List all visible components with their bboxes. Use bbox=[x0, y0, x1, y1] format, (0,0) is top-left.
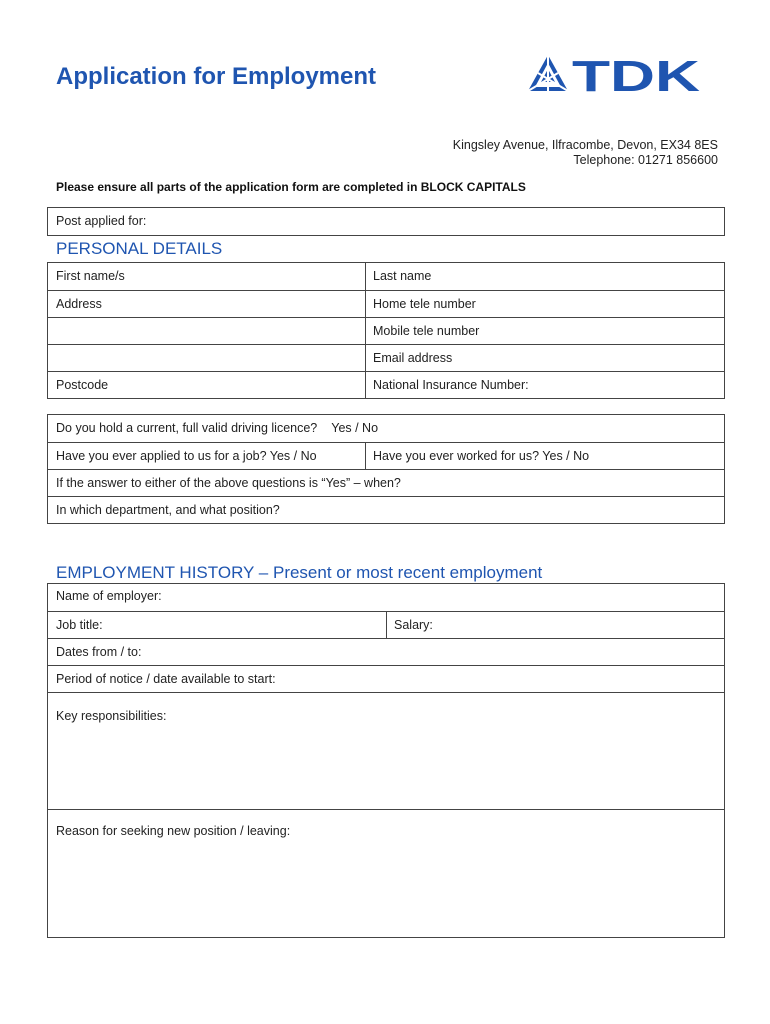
table-row bbox=[48, 344, 724, 371]
table-row bbox=[48, 584, 724, 611]
post-applied-label: Post applied for: bbox=[56, 214, 147, 228]
worked-before-question[interactable]: Have you ever worked for us? Yes / No bbox=[373, 449, 590, 463]
post-applied-row[interactable] bbox=[48, 208, 724, 235]
telephone-line: Telephone: 01271 856600 bbox=[573, 153, 718, 167]
job-title-field[interactable]: Job title: bbox=[48, 612, 387, 638]
responsibilities-field[interactable]: Key responsibilities: bbox=[56, 709, 167, 723]
tdk-logo-text: TDK bbox=[572, 53, 701, 98]
personal-details-heading: PERSONAL DETAILS bbox=[56, 239, 223, 258]
email-field[interactable]: Email address bbox=[373, 351, 453, 365]
postcode-field[interactable]: Postcode bbox=[48, 372, 366, 398]
post-applied-box bbox=[47, 207, 725, 236]
last-name-field[interactable]: Last name bbox=[373, 269, 432, 283]
reason-field[interactable]: Reason for seeking new position / leaving: bbox=[56, 824, 291, 838]
employment-history-table bbox=[47, 583, 725, 938]
table-row bbox=[48, 371, 724, 398]
table-row bbox=[48, 317, 724, 344]
table-row bbox=[48, 692, 724, 809]
table-row bbox=[48, 290, 724, 317]
table-row bbox=[48, 638, 724, 665]
notice-field[interactable]: Period of notice / date available to start: bbox=[56, 672, 276, 686]
tdk-logo bbox=[524, 53, 704, 98]
tdk-logo-icon bbox=[528, 55, 568, 91]
department-question[interactable]: In which department, and what position? bbox=[56, 503, 280, 517]
employer-field[interactable]: Name of employer: bbox=[56, 589, 162, 603]
address-line-3-field[interactable] bbox=[48, 345, 366, 371]
when-question[interactable]: If the answer to either of the above questions is “Yes” – when? bbox=[56, 476, 401, 490]
personal-details-table bbox=[47, 262, 725, 399]
address-field[interactable]: Address bbox=[48, 291, 366, 317]
home-tel-field[interactable]: Home tele number bbox=[373, 297, 476, 311]
first-name-field[interactable]: First name/s bbox=[48, 263, 366, 290]
ni-number-field[interactable]: National Insurance Number: bbox=[373, 378, 529, 392]
form-title: Application for Employment bbox=[56, 63, 377, 90]
table-row bbox=[48, 263, 724, 290]
address-line: Kingsley Avenue, Ilfracombe, Devon, EX34 8ES bbox=[452, 138, 718, 152]
driving-licence-question[interactable] bbox=[48, 415, 724, 442]
table-row bbox=[48, 809, 724, 937]
applied-before-question[interactable]: Have you ever applied to us for a job? Yes / No bbox=[48, 443, 366, 469]
instruction-text: Please ensure all parts of the application form are completed in BLOCK CAPITALS bbox=[56, 180, 526, 194]
address-line-2-field[interactable] bbox=[48, 318, 366, 344]
table-row bbox=[48, 665, 724, 692]
driving-licence-options[interactable]: Yes / No bbox=[331, 421, 379, 435]
salary-field[interactable]: Salary: bbox=[394, 618, 433, 632]
questions-table bbox=[47, 414, 725, 524]
mobile-tel-field[interactable]: Mobile tele number bbox=[373, 324, 480, 338]
table-row bbox=[48, 442, 724, 469]
employment-history-heading: EMPLOYMENT HISTORY – Present or most recent employment bbox=[56, 563, 543, 582]
driving-licence-label: Do you hold a current, full valid driving licence? bbox=[56, 421, 318, 435]
table-row bbox=[48, 469, 724, 496]
table-row bbox=[48, 415, 724, 442]
company-address bbox=[453, 138, 718, 168]
table-row bbox=[48, 496, 724, 523]
table-row bbox=[48, 611, 724, 638]
dates-field[interactable]: Dates from / to: bbox=[56, 645, 142, 659]
